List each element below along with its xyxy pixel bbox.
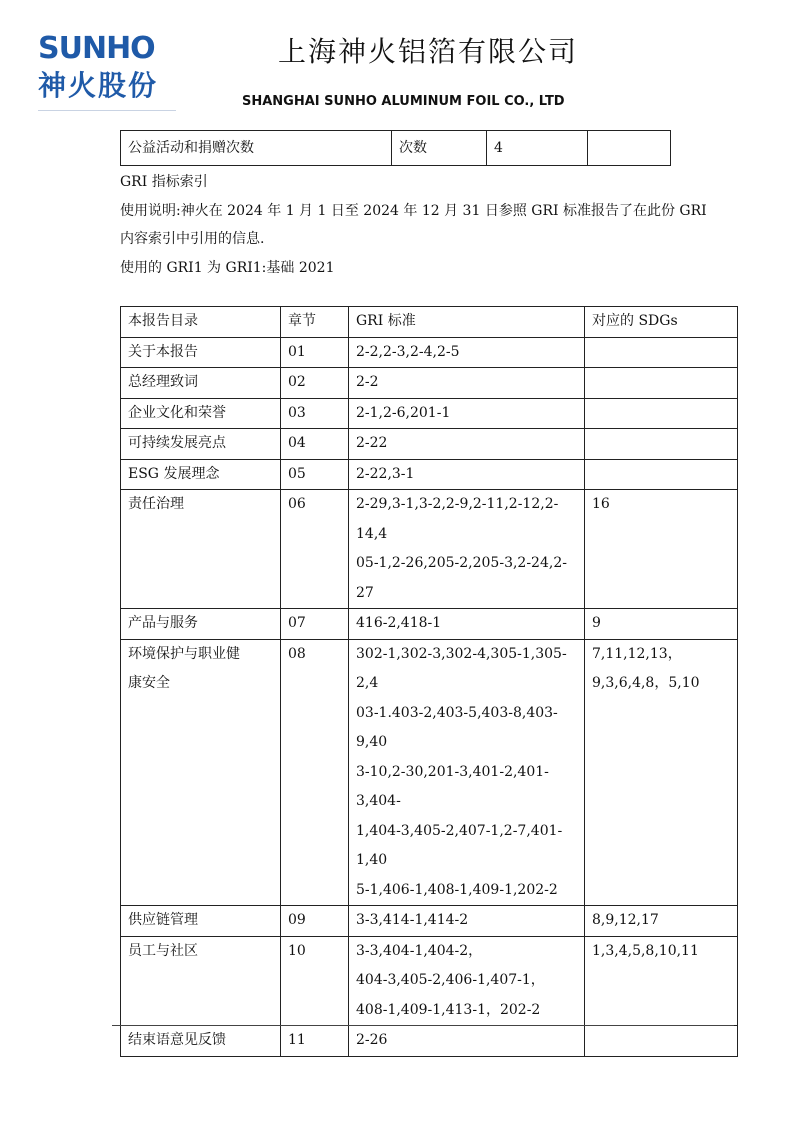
company-title-english: SHANGHAI SUNHO ALUMINUM FOIL CO., LTD [242, 94, 565, 109]
table-cell: 公益活动和捐赠次数 [121, 131, 392, 166]
sdgs-cell [585, 429, 738, 460]
sdgs-cell [585, 906, 738, 937]
chapter-cell: 07 [281, 609, 349, 640]
chapter-cell: 09 [281, 906, 349, 937]
section-cell: 企业文化和荣誉 [121, 398, 281, 429]
table-cell: 次数 [392, 131, 487, 166]
cell-line: 404-3,405-2,406-1,407-1， [356, 972, 545, 988]
footer-divider [112, 1025, 734, 1026]
chapter-cell: 06 [281, 490, 349, 609]
sdgs-cell [585, 337, 738, 368]
cell-line: 2-1,2-6,201-1 [356, 404, 451, 421]
column-header: 对应的 SDGs [585, 307, 738, 338]
cell-line [592, 399, 730, 429]
donation-count-table [120, 130, 671, 166]
gri-cell [349, 639, 585, 906]
table-row [121, 131, 671, 166]
logo-underline [38, 110, 176, 111]
column-header: GRI 标准 [349, 307, 585, 338]
column-header: 章节 [281, 307, 349, 338]
chapter-cell: 01 [281, 337, 349, 368]
cell-line [592, 460, 730, 490]
gri-cell [349, 490, 585, 609]
logo-english: SUNHO [38, 31, 155, 66]
chapter-cell: 05 [281, 459, 349, 490]
cell-line: 2-26 [356, 1032, 388, 1048]
cell-line: 16 [592, 496, 610, 512]
section-cell [121, 639, 281, 906]
table-cell: 4 [487, 131, 588, 166]
section-cell: 供应链管理 [121, 906, 281, 937]
cell-line: 2-29,3-1,3-2,2-9,2-11,2-12,2-14,4 [356, 496, 559, 542]
section-cell: ESG 发展理念 [121, 459, 281, 490]
cell-line: 3-3,404-1,404-2， [356, 942, 483, 959]
table-row [121, 368, 738, 399]
cell-line: 8,9,12,17 [592, 912, 659, 928]
cell-line [592, 338, 730, 368]
logo-chinese: 神火股份 [38, 69, 159, 102]
table-row [121, 1026, 738, 1057]
section-cell: 责任治理 [121, 490, 281, 609]
table-row [121, 936, 738, 1026]
cell-line [592, 368, 730, 398]
table-cell [588, 131, 671, 166]
chapter-cell: 02 [281, 368, 349, 399]
column-header: 本报告目录 [121, 307, 281, 338]
cell-line: 康安全 [128, 675, 170, 691]
table-row [121, 429, 738, 460]
instructions-line-2: 内容索引中引用的信息. [120, 231, 265, 247]
gri-cell [349, 398, 585, 429]
table-row [121, 609, 738, 640]
cell-line: 2-22,3-1 [356, 465, 415, 482]
section-cell: 产品与服务 [121, 609, 281, 640]
section-cell: 可持续发展亮点 [121, 429, 281, 460]
company-logo [38, 32, 178, 112]
cell-line: 408-1,409-1,413-1，202-2 [356, 1001, 541, 1018]
cell-line: 2-2,2-3,2-4,2-5 [356, 343, 460, 360]
section-cell: 结束语意见反馈 [121, 1026, 281, 1057]
gri-cell [349, 337, 585, 368]
cell-line: 2-22 [356, 435, 388, 451]
sdgs-cell [585, 398, 738, 429]
gri-used-line: 使用的 GRI1 为 GRI1:基础 2021 [120, 260, 335, 276]
cell-line: 05-1,2-26,205-2,205-3,2-24,2-27 [356, 555, 567, 601]
cell-line: 环境保护与职业健 [128, 645, 240, 662]
table-row [121, 490, 738, 609]
cell-line: 7,11,12,13， [592, 645, 682, 662]
gri-cell [349, 906, 585, 937]
cell-line: 1,404-3,405-2,407-1,2-7,401-1,40 [356, 822, 563, 868]
cell-line: 3-10,2-30,201-3,401-2,401-3,404- [356, 763, 549, 809]
table-row [121, 398, 738, 429]
chapter-cell: 08 [281, 639, 349, 906]
sdgs-cell [585, 609, 738, 640]
section-cell: 关于本报告 [121, 337, 281, 368]
gri-cell [349, 459, 585, 490]
cell-line: 3-3,414-1,414-2 [356, 912, 469, 928]
table-row [121, 906, 738, 937]
sdgs-cell [585, 639, 738, 906]
cell-line: 9,3,6,4,8，5,10 [592, 675, 700, 691]
cell-line [592, 429, 730, 459]
cell-line: 5-1,406-1,408-1,409-1,202-2 [356, 881, 558, 898]
sdgs-cell [585, 936, 738, 1026]
gri-index-table [120, 306, 738, 1057]
cell-line: 03-1.403-2,403-5,403-8,403-9,40 [356, 704, 558, 750]
company-title-chinese: 上海神火铝箔有限公司 [278, 35, 579, 68]
gri-cell [349, 429, 585, 460]
section-cell: 总经理致词 [121, 368, 281, 399]
chapter-cell: 10 [281, 936, 349, 1026]
cell-line: 302-1,302-3,302-4,305-1,305-2,4 [356, 645, 567, 691]
table-header-row [121, 307, 738, 338]
gri-cell [349, 1026, 585, 1057]
section-cell: 员工与社区 [121, 936, 281, 1026]
cell-line: 9 [592, 615, 601, 631]
chapter-cell: 03 [281, 398, 349, 429]
gri-index-heading: GRI 指标索引 [120, 174, 208, 190]
cell-line: 1,3,4,5,8,10,11 [592, 942, 699, 959]
table-row [121, 459, 738, 490]
cell-line: 2-2 [356, 374, 379, 390]
gri-cell [349, 936, 585, 1026]
gri-cell [349, 368, 585, 399]
chapter-cell: 11 [281, 1026, 349, 1057]
table-row [121, 337, 738, 368]
sdgs-cell [585, 368, 738, 399]
sdgs-cell [585, 1026, 738, 1057]
sdgs-cell [585, 459, 738, 490]
sdgs-cell [585, 490, 738, 609]
chapter-cell: 04 [281, 429, 349, 460]
cell-line: 416-2,418-1 [356, 615, 442, 631]
table-row [121, 639, 738, 906]
cell-line [592, 1026, 730, 1056]
gri-cell [349, 609, 585, 640]
instructions-line-1: 使用说明:神火在 2024 年 1 月 1 日至 2024 年 12 月 31 日参照 GRI 标准报告了在此份 GRI [120, 203, 707, 219]
